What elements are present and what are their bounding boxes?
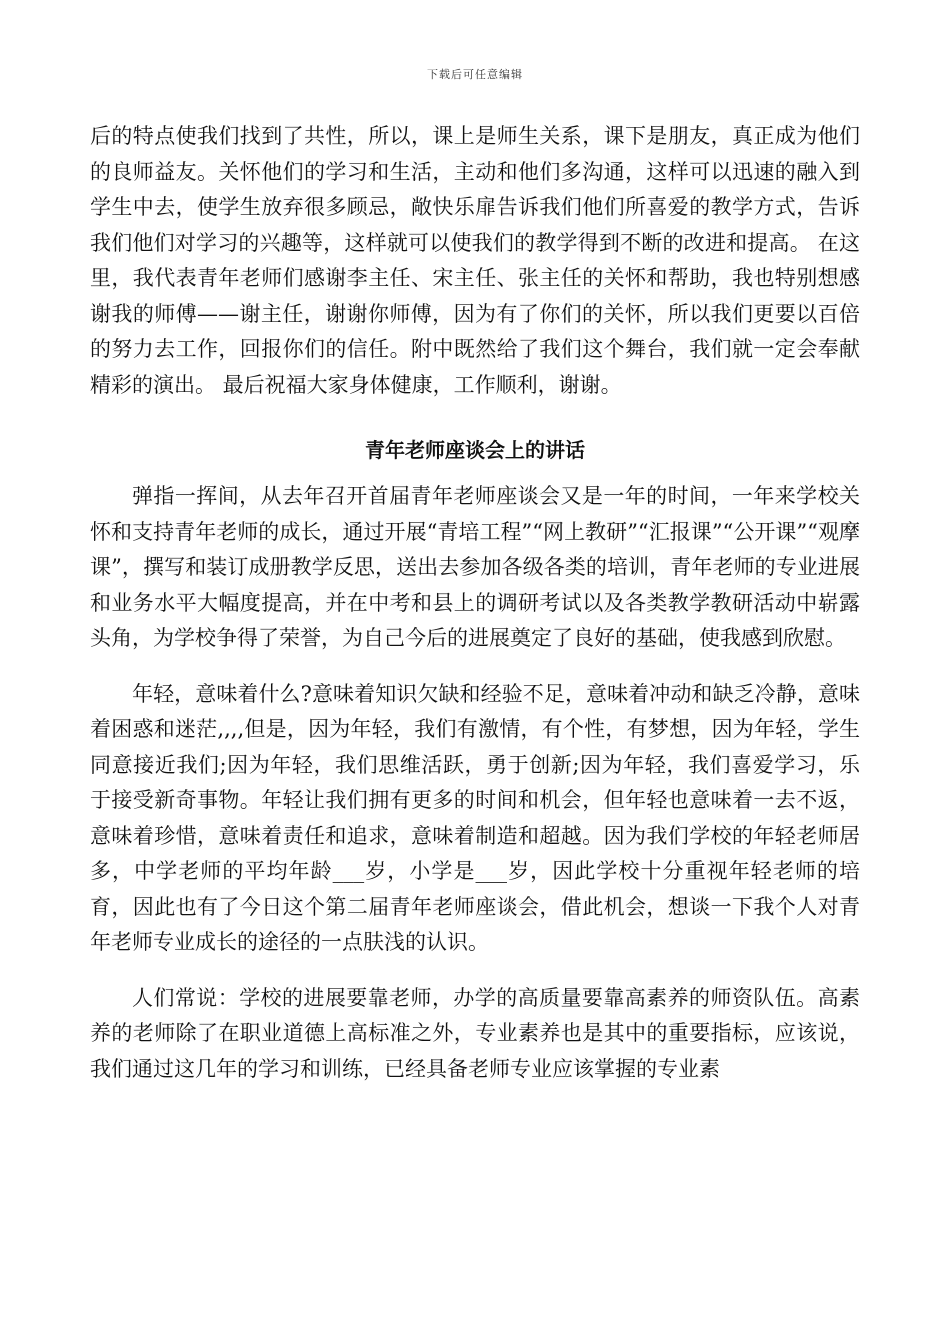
section-title: 青年老师座谈会上的讲话: [365, 438, 585, 462]
paragraph-1: 弹指一挥间，从去年召开首届青年老师座谈会又是一年的时间，一年来学校关怀和支持青年老师的成长，通过开展“青培工程”“网上教研”“汇报课”“公开课”“观摩课”，撰写和装订成册教学反思，送出去参加各级各类的培训，青年老师的专业进展和业务水平大幅度提高，并在中考和县上的调研考试以及各类教学教研活动中崭露头角，为学校争得了荣誉，为自己今后的进展奠定了良好的基础，使我感到欣慰。: [90, 484, 860, 650]
document-body: [90, 119, 860, 1087]
paragraph-continued: 后的特点使我们找到了共性，所以，课上是师生关系，课下是朋友，真正成为他们的良师益友。关怀他们的学习和生活，主动和他们多沟通，这样可以迅速的融入到学生中去，使学生放弃很多顾忌，敞快乐扉告诉我们他们所喜爱的教学方式，告诉我们他们对学习的兴趣等，这样就可以使我们的教学得到不断的改进和提高。 在这里，我代表青年老师们感谢李主任、宋主任、张主任的关怀和帮助，我也特别想感谢我的师傅——谢主任，谢谢你师傅，因为有了你们的关怀，所以我们更要以百倍的努力去工作，回报你们的信任。附中既然给了我们这个舞台，我们就一定会奉献精彩的演出。 最后祝福大家身体健康，工作顺利，谢谢。: [90, 124, 860, 397]
page-header: 下载后可任意编辑: [427, 68, 523, 81]
paragraph-2: 年轻，意味着什么?意味着知识欠缺和经验不足，意味着冲动和缺乏冷静，意味着困惑和迷茫,,,,但是，因为年轻，我们有激情，有个性，有梦想，因为年轻，学生同意接近我们;因为年轻，我们思维活跃，勇于创新;因为年轻，我们喜爱学习，乐于接受新奇事物。年轻让我们拥有更多的时间和机会，但年轻也意味着一去不返，意味着珍惜，意味着责任和追求，意味着制造和超越。因为我们学校的年轻老师居多，中学老师的平均年龄___岁，小学是___岁，因此学校十分重视年轻老师的培育，因此也有了今日这个第二届青年老师座谈会，借此机会，想谈一下我个人对青年老师专业成长的途径的一点肤浅的认识。: [90, 681, 860, 954]
paragraph-3: 人们常说：学校的进展要靠老师，办学的高质量要靠高素养的师资队伍。高素养的老师除了在职业道德上高标准之外，专业素养也是其中的重要指标，应该说，我们通过这几年的学习和训练，已经具备老师专业应该掌握的专业素: [90, 985, 860, 1081]
